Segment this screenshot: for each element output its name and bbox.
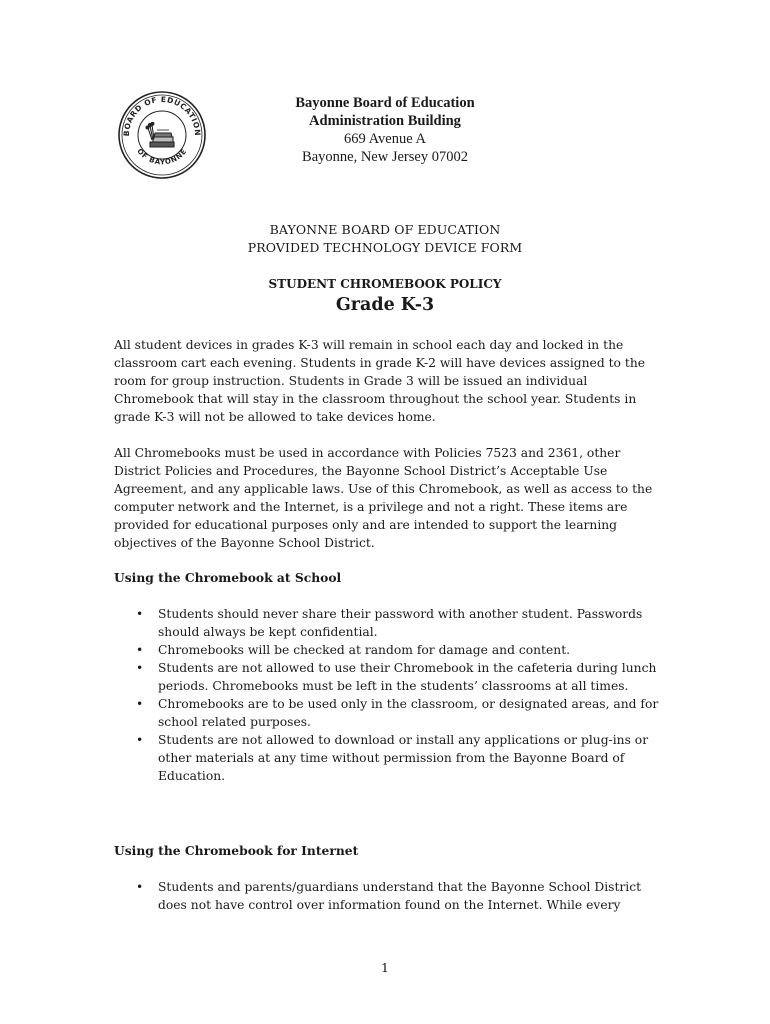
letterhead-street: 669 Avenue A — [344, 131, 426, 147]
bullet-icon: • — [136, 643, 144, 657]
letterhead — [215, 94, 555, 166]
list-item — [114, 731, 662, 785]
bullet-icon: • — [136, 880, 144, 894]
list-item-text: Students are not allowed to use their Chromebook in the cafeteria during lunch periods. Chromebooks must be left in the students’ classrooms at all times. — [158, 661, 657, 693]
list-item — [114, 695, 662, 731]
svg-text:OF BAYONNE — [135, 147, 188, 166]
internet-rules-list — [114, 878, 662, 914]
school-rules-list — [114, 605, 662, 785]
policy-paragraph: All Chromebooks must be used in accordance with Policies 7523 and 2361, other District Policies and Procedures, the Bayonne School District’s Acceptable Use Agreement, and any applicable laws. Use of this Chromebook, as well as access to the computer network and the Internet, is a privilege and not a right. These items are provided for educational purposes only and are intended to support the learning objectives of the Bayonne School District. — [114, 446, 653, 550]
list-item-text: Students should never share their password with another student. Passwords should always be kept confidential. — [158, 607, 643, 639]
form-title-line1: BAYONNE BOARD OF EDUCATION — [269, 222, 501, 237]
list-item — [114, 641, 662, 659]
list-item — [114, 659, 662, 695]
bullet-icon: • — [136, 607, 144, 621]
bullet-icon: • — [136, 697, 144, 711]
form-title — [185, 221, 585, 257]
letterhead-city: Bayonne, New Jersey 07002 — [302, 149, 468, 165]
intro-paragraph: All student devices in grades K-3 will remain in school each day and locked in the classroom cart each evening. Students in grade K-2 will have devices assigned to the room for group instruction. Students in Grade 3 will be issued an individual Chromebook that will stay in the classroom throughout the school year. Students in grade K-3 will not be allowed to take devices home. — [114, 338, 646, 424]
list-item-text: Chromebooks will be checked at random for damage and content. — [158, 643, 571, 657]
list-item — [114, 605, 662, 641]
board-of-education-seal — [117, 90, 207, 180]
section-heading-school: Using the Chromebook at School — [114, 570, 342, 585]
list-item — [114, 878, 662, 914]
list-item-text: Chromebooks are to be used only in the classroom, or designated areas, and for school related purposes. — [158, 697, 659, 729]
seal-bottom-text: OF BAYONNE — [135, 147, 189, 167]
grade-title: Grade K-3 — [335, 295, 435, 315]
seal-top-text: BOARD OF EDUCATION — [121, 94, 203, 137]
letterhead-building: Administration Building — [309, 113, 461, 129]
form-title-line2: PROVIDED TECHNOLOGY DEVICE FORM — [247, 240, 523, 255]
page-number: 1 — [381, 960, 389, 975]
section-heading-internet: Using the Chromebook for Internet — [114, 843, 359, 858]
seal-emblem-icon — [146, 122, 174, 147]
letterhead-org: Bayonne Board of Education — [295, 95, 475, 111]
list-item-text: Students are not allowed to download or install any applications or plug-ins or other materials at any time without permission from the Bayonne Board of Education. — [158, 733, 649, 783]
bullet-icon: • — [136, 661, 144, 675]
list-item-text: Students and parents/guardians understand that the Bayonne School District does not have control over information found on the Internet. While every — [158, 880, 642, 912]
bullet-icon: • — [136, 733, 144, 747]
policy-title: STUDENT CHROMEBOOK POLICY — [268, 277, 502, 291]
